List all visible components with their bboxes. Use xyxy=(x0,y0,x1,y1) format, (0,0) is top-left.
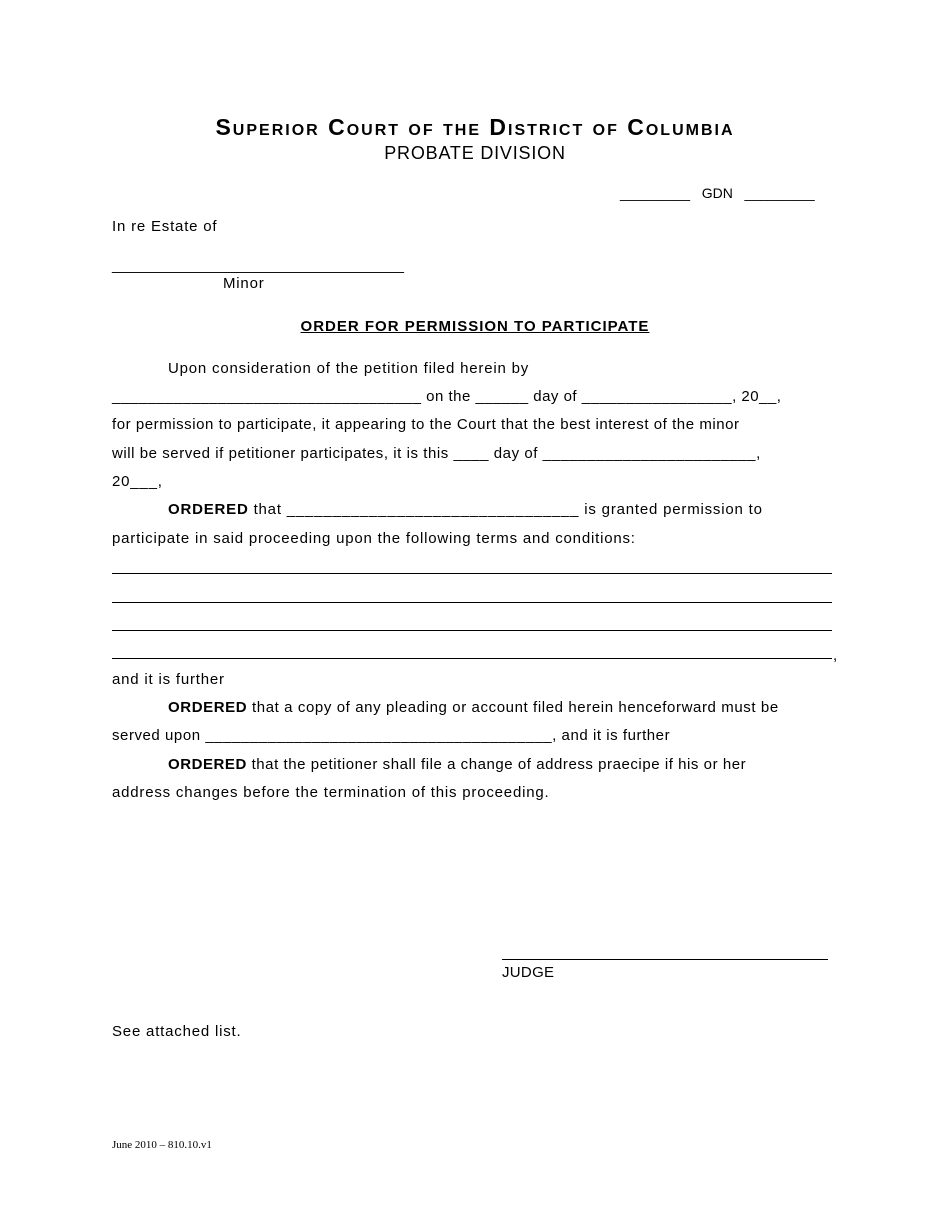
address-change-text: that the petitioner shall file a change of address praecipe if his or her xyxy=(246,756,747,773)
best-interest-line: for permission to participate, it appearing to the Court that the best interest of the minor xyxy=(112,416,740,433)
ordered-keyword: ORDERED xyxy=(168,756,247,773)
court-title: Superior Court of the District of Columbia xyxy=(215,114,735,140)
in-re-label: In re Estate of xyxy=(112,218,218,235)
estate-name-blank[interactable]: ___________________________________ xyxy=(112,257,404,274)
terms-blank-line[interactable] xyxy=(112,658,832,659)
served-date-line[interactable]: will be served if petitioner participates, it is this ____ day of ________________________, xyxy=(112,445,761,462)
gdn-label: GDN xyxy=(701,185,733,201)
gdn-number xyxy=(620,183,832,203)
consideration-line: Upon consideration of the petition filed herein by xyxy=(168,360,530,377)
ordered-paragraph-2 xyxy=(168,697,779,719)
copy-pleading-text: that a copy of any pleading or account filed herein henceforward must be xyxy=(247,699,779,716)
division-title: PROBATE DIVISION xyxy=(384,143,566,163)
ordered-paragraph-1 xyxy=(168,499,763,521)
ordered-keyword: ORDERED xyxy=(168,699,248,716)
year-line[interactable]: 20___, xyxy=(112,473,163,490)
ordered-paragraph-3 xyxy=(168,754,746,776)
termination-line: address changes before the termination of this proceeding. xyxy=(112,784,550,801)
judge-signature-line[interactable] xyxy=(502,959,828,960)
terms-blank-line[interactable] xyxy=(112,602,832,603)
minor-label: Minor xyxy=(223,275,265,292)
form-version-footer: June 2010 – 810.10.v1 xyxy=(112,1139,212,1151)
terms-intro-line: participate in said proceeding upon the following terms and conditions: xyxy=(112,530,636,547)
gdn-suffix-blank[interactable]: _________ xyxy=(744,185,815,201)
further-line: and it is further xyxy=(112,671,225,688)
attached-list-note: See attached list. xyxy=(112,1023,242,1040)
granted-permission-text[interactable]: that ________________________________ is granted permission to xyxy=(248,501,763,518)
petition-date-line[interactable]: ___________________________________ on the ______ day of _________________, 20__, xyxy=(112,388,782,405)
gdn-prefix-blank[interactable]: _________ xyxy=(620,185,691,201)
terms-end-comma: , xyxy=(833,647,838,664)
judge-label: JUDGE xyxy=(502,964,555,981)
terms-blank-line[interactable] xyxy=(112,573,832,574)
served-upon-line[interactable]: served upon _______________________________________, and it is further xyxy=(112,727,671,744)
ordered-keyword: ORDERED xyxy=(168,501,249,518)
terms-blank-line[interactable] xyxy=(112,630,832,631)
order-title: ORDER FOR PERMISSION TO PARTICIPATE xyxy=(300,318,650,335)
